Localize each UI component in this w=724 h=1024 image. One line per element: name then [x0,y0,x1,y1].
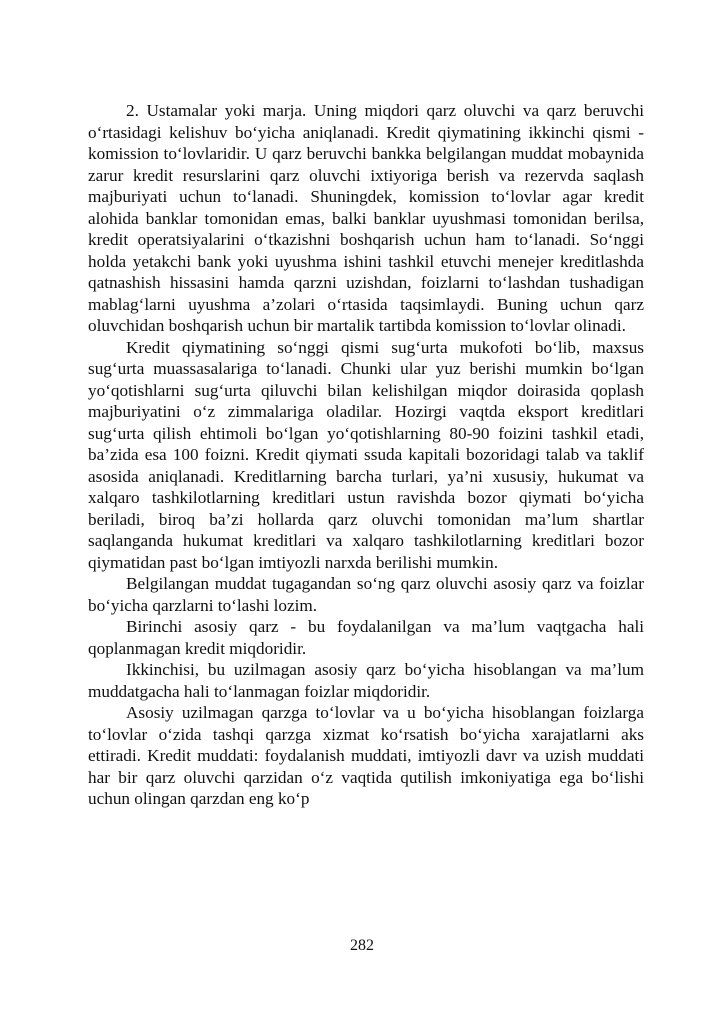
paragraph-debt-service: Asosiy uzilmagan qarzga to‘lovlar va u bo‘yicha hisoblangan foizlarga to‘lovlar o‘zida tashqi qarzga xizmat ko‘rsatish bo‘yicha xarajatlarni aks ettiradi. Kredit muddati: foydalanish muddati, imtiyozli davr va uzish muddati har bir qarz oluvchi qarzidan o‘z vaqtida qutilish imkoniyatiga ega bo‘lishi uchun olingan qarzdan eng ko‘p [88,703,644,808]
paragraph-insurance: Kredit qiymatining so‘nggi qismi sug‘urta mukofoti bo‘lib, maxsus sug‘urta muassasalariga to‘lanadi. Chunki ular yuz berishi mumkin bo‘lgan yo‘qotishlarni sug‘urta qiluvchi bilan kelishilgan miqdor doirasida qoplash majburiyatini o‘z zimmalariga oladilar. Hozirgi vaqtda eksport kreditlari sug‘urta qilish ehtimoli bo‘lgan yo‘qotishlarning 80-90 foizini tashkil etadi, ba’zida esa 100 foizni. Kredit qiymati ssuda kapitali bozoridagi talab va taklif asosida aniqlanadi. Kreditlarning barcha turlari, ya’ni xususiy, hukumat va xalqaro tashkilotlarning kreditlari ustun ravishda bozor qiymati bo‘yicha beriladi, biroq ba’zi hollarda qarz oluvchi tomonidan ma’lum shartlar saqlanganda hukumat kreditlari va xalqaro tashkilotlarning kreditlari bozor qiymatidan past bo‘lgan imtiyozli narxda berilishi mumkin. [88,337,644,572]
paragraph-principal: Birinchi asosiy qarz - bu foydalanilgan va ma’lum vaqtgacha hali qoplanmagan kredit miqdoridir. [88,617,644,658]
paragraph-repayment: Belgilangan muddat tugagandan so‘ng qarz oluvchi asosiy qarz va foizlar bo‘yicha qarzlarni to‘lashi lozim. [88,574,644,615]
page-number: 282 [350,937,374,954]
paragraph-interest: Ikkinchisi, bu uzilmagan asosiy qarz bo‘yicha hisoblangan va ma’lum muddatgacha hali to‘lanmagan foizlar miqdoridir. [88,660,644,701]
paragraph-margin: 2. Ustamalar yoki marja. Uning miqdori qarz oluvchi va qarz beruvchi o‘rtasidagi kelishuv bo‘yicha aniqlanadi. Kredit qiymatining ikkinchi qismi - komission to‘lovlaridir. U qarz beruvchi bankka belgilangan muddat mobaynida zarur kredit resurslarini qarz oluvchi ixtiyoriga berish va rezervda saqlash majburiyati uchun to‘lanadi. Shuningdek, komission to‘lovlar agar kredit alohida banklar tomonidan emas, balki banklar uyushmasi tomonidan berilsa, kredit operatsiyalarini o‘tkazishni boshqarish uchun ham to‘lanadi. So‘nggi holda yetakchi bank yoki uyushma ishini tashkil etuvchi menejer kreditlashda qatnashish hissasini hamda qarzni uzishdan, foizlarni to‘lashdan tushadigan mablag‘larni uyushma a’zolari o‘rtasida taqsimlaydi. Buning uchun qarz oluvchidan boshqarish uchun bir martalik tartibda komission to‘lovlar olinadi. [88,101,644,335]
page-body [88,100,644,810]
